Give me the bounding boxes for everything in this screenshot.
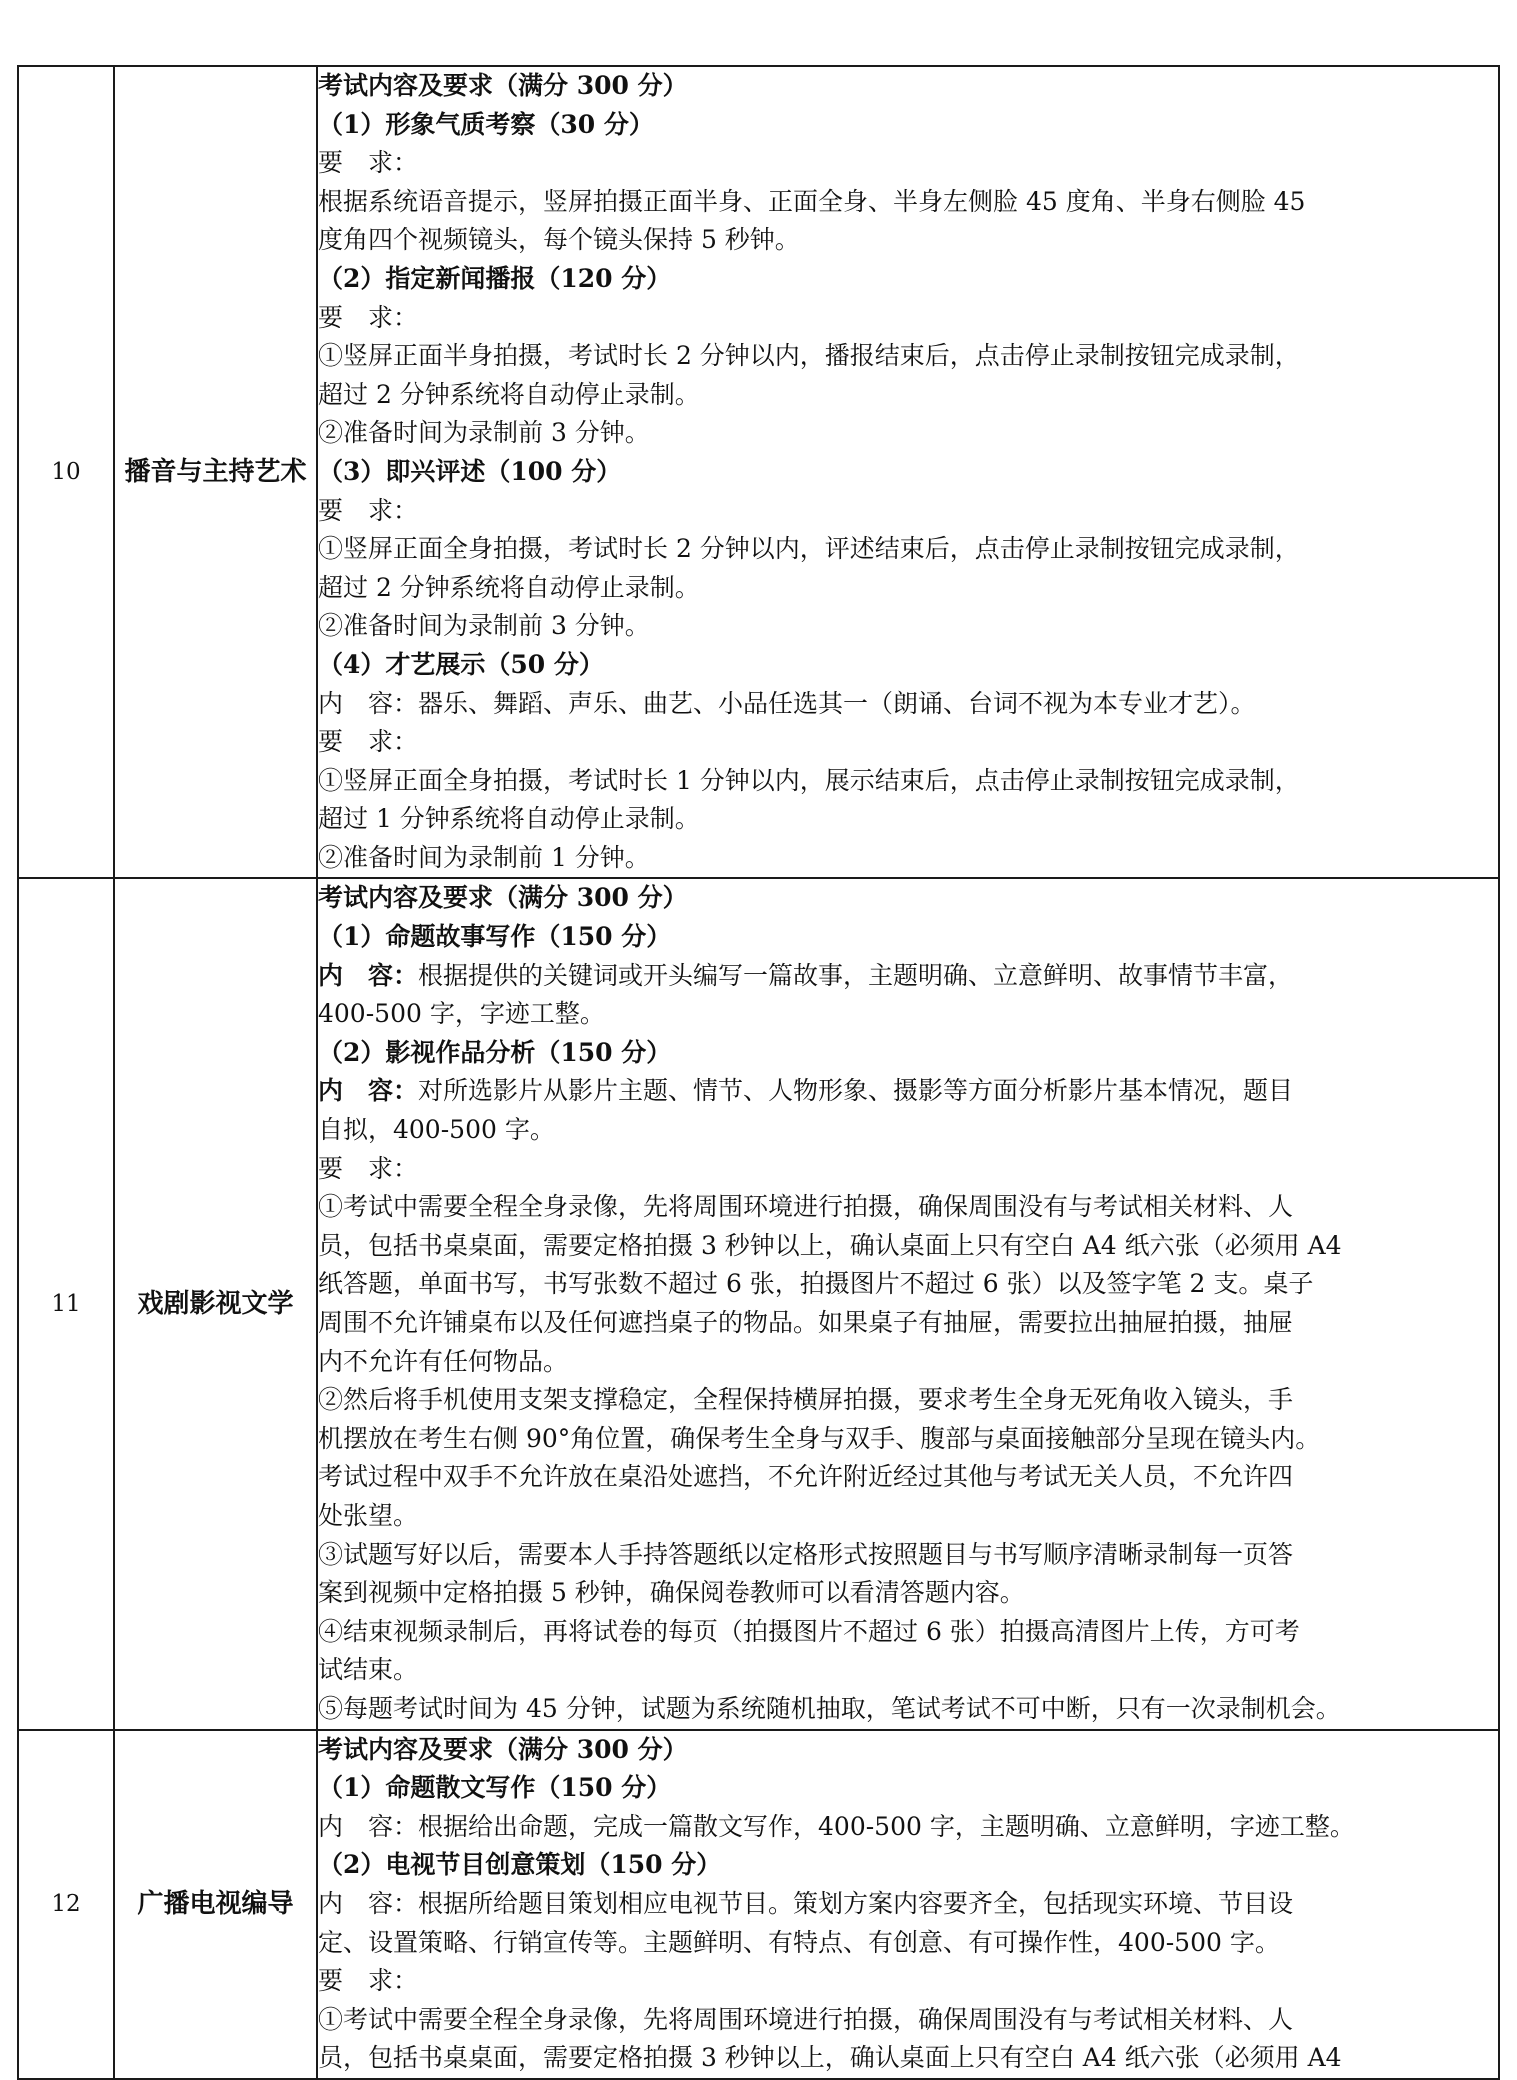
requirement-line: 超过 2 分钟系统将自动停止录制。 bbox=[318, 572, 700, 602]
content-text: 根据提供的关键词或开头编写一篇故事，主题明确、立意鲜明、故事情节丰富， bbox=[418, 960, 1294, 990]
requirement-line: 内 容：器乐、舞蹈、声乐、曲艺、小品任选其一（朗诵、台词不视为本专业才艺）。 bbox=[318, 688, 1256, 718]
major-name: 播音与主持艺术 bbox=[114, 66, 317, 878]
section-heading: （4）才艺展示（50 分） bbox=[318, 649, 604, 679]
row-number: 10 bbox=[18, 66, 114, 878]
requirement-line: 要 求： bbox=[318, 727, 419, 757]
requirement-line: 周围不允许铺桌布以及任何遮挡桌子的物品。如果桌子有抽屉，需要拉出抽屉拍摄，抽屉 bbox=[318, 1308, 1294, 1337]
section-heading: （3）即兴评述（100 分） bbox=[318, 456, 622, 486]
section-heading: （2）电视节目创意策划（150 分） bbox=[318, 1850, 722, 1880]
requirement-line: ④结束视频录制后，再将试卷的每页（拍摄图片不超过 6 张）拍摄高清图片上传，方可考 bbox=[318, 1616, 1300, 1646]
requirement-line: 试结束。 bbox=[318, 1655, 419, 1685]
requirement-line: 根据系统语音提示，竖屏拍摄正面半身、正面全身、半身左侧脸 45 度角、半身右侧脸 45 bbox=[318, 186, 1306, 216]
requirement-line: ①考试中需要全程全身录像，先将周围环境进行拍摄，确保周围没有与考试相关材料、人 bbox=[318, 2004, 1294, 2034]
requirement-line: 超过 1 分钟系统将自动停止录制。 bbox=[318, 804, 700, 834]
requirement-line: 要 求： bbox=[318, 495, 419, 525]
requirement-line: 处张望。 bbox=[318, 1500, 419, 1530]
row-number: 11 bbox=[18, 878, 114, 1729]
section-heading: （1）形象气质考察（30 分） bbox=[318, 109, 654, 139]
requirement-line: 内 容：根据所给题目策划相应电视节目。策划方案内容要齐全，包括现实环境、节目设 bbox=[318, 1888, 1294, 1918]
requirement-line: 机摆放在考生右侧 90°角位置，确保考生全身与双手、腹部与桌面接触部分呈现在镜头内。 bbox=[318, 1423, 1321, 1453]
requirement-line: 考试过程中双手不允许放在桌沿处遮挡，不允许附近经过其他与考试无关人员，不允许四 bbox=[318, 1462, 1294, 1492]
section-heading: 考试内容及要求（满分 300 分） bbox=[318, 71, 688, 100]
table-row bbox=[18, 1730, 1499, 2079]
content-label: 内 容： bbox=[318, 960, 419, 990]
requirement-line: 案到视频中定格拍摄 5 秒钟，确保阅卷教师可以看清答题内容。 bbox=[318, 1578, 1025, 1608]
requirement-line: 定、设置策略、行销宣传等。主题鲜明、有特点、有创意、有可操作性，400-500 字。 bbox=[318, 1927, 1280, 1957]
table-row bbox=[18, 66, 1499, 878]
requirement-line: 400-500 字，字迹工整。 bbox=[318, 999, 605, 1029]
table-row bbox=[18, 878, 1499, 1729]
section-heading: 考试内容及要求（满分 300 分） bbox=[318, 883, 688, 913]
row-number: 12 bbox=[18, 1730, 114, 2079]
requirement-line: 要 求： bbox=[318, 302, 419, 332]
requirement-line bbox=[318, 1072, 1498, 1111]
major-name: 戏剧影视文学 bbox=[114, 878, 317, 1729]
requirement-line: ②准备时间为录制前 1 分钟。 bbox=[318, 842, 650, 872]
requirement-line: 要 求： bbox=[318, 148, 419, 178]
requirement-line: ①竖屏正面半身拍摄，考试时长 2 分钟以内，播报结束后，点击停止录制按钮完成录制， bbox=[318, 341, 1300, 371]
content-text: 对所选影片从影片主题、情节、人物形象、摄影等方面分析影片基本情况，题目 bbox=[418, 1076, 1294, 1106]
section-heading: 考试内容及要求（满分 300 分） bbox=[318, 1734, 688, 1764]
requirement-line: ②然后将手机使用支架支撑稳定，全程保持横屏拍摄，要求考生全身无死角收入镜头，手 bbox=[318, 1385, 1294, 1415]
requirement-line bbox=[318, 957, 1498, 996]
requirement-line: ①竖屏正面全身拍摄，考试时长 1 分钟以内，展示结束后，点击停止录制按钮完成录制， bbox=[318, 765, 1300, 795]
requirement-line: 度角四个视频镜头，每个镜头保持 5 秒钟。 bbox=[318, 225, 800, 255]
requirement-line: ⑤每题考试时间为 45 分钟，试题为系统随机抽取，笔试考试不可中断，只有一次录制机会。 bbox=[318, 1693, 1341, 1723]
requirement-line: ①竖屏正面全身拍摄，考试时长 2 分钟以内，评述结束后，点击停止录制按钮完成录制， bbox=[318, 534, 1300, 564]
requirement-line: 员，包括书桌桌面，需要定格拍摄 3 秒钟以上，确认桌面上只有空白 A4 纸六张（必须用 A4 bbox=[318, 2043, 1342, 2073]
content-label: 内 容： bbox=[318, 1076, 419, 1106]
major-name: 广播电视编导 bbox=[114, 1730, 317, 2079]
requirement-line: 员，包括书桌桌面，需要定格拍摄 3 秒钟以上，确认桌面上只有空白 A4 纸六张（必须用 A4 bbox=[318, 1230, 1342, 1260]
requirement-line: 要 求： bbox=[318, 1153, 419, 1183]
exam-requirements-table bbox=[17, 65, 1500, 2080]
section-heading: （2）指定新闻播报（120 分） bbox=[318, 263, 672, 293]
requirement-line: 自拟，400-500 字。 bbox=[318, 1115, 555, 1145]
requirement-line: ②准备时间为录制前 3 分钟。 bbox=[318, 611, 650, 641]
requirement-line: 纸答题，单面书写，书写张数不超过 6 张，拍摄图片不超过 6 张）以及签字笔 2 支。桌子 bbox=[318, 1269, 1314, 1299]
requirements-cell bbox=[317, 66, 1499, 878]
requirement-line: 内 容：根据给出命题，完成一篇散文写作，400-500 字，主题明确、立意鲜明，字迹工整。 bbox=[318, 1811, 1355, 1841]
section-heading: （2）影视作品分析（150 分） bbox=[318, 1037, 672, 1067]
requirements-cell bbox=[317, 878, 1499, 1729]
requirement-line: ②准备时间为录制前 3 分钟。 bbox=[318, 418, 650, 448]
requirement-line: 要 求： bbox=[318, 1966, 419, 1996]
section-heading: （1）命题散文写作（150 分） bbox=[318, 1773, 672, 1803]
requirement-line: ①考试中需要全程全身录像，先将周围环境进行拍摄，确保周围没有与考试相关材料、人 bbox=[318, 1192, 1294, 1222]
requirement-line: 内不允许有任何物品。 bbox=[318, 1346, 569, 1376]
requirements-cell bbox=[317, 1730, 1499, 2079]
section-heading: （1）命题故事写作（150 分） bbox=[318, 922, 672, 952]
requirement-line: ③试题写好以后，需要本人手持答题纸以定格形式按照题目与书写顺序清晰录制每一页答 bbox=[318, 1539, 1294, 1569]
requirement-line: 超过 2 分钟系统将自动停止录制。 bbox=[318, 379, 700, 409]
